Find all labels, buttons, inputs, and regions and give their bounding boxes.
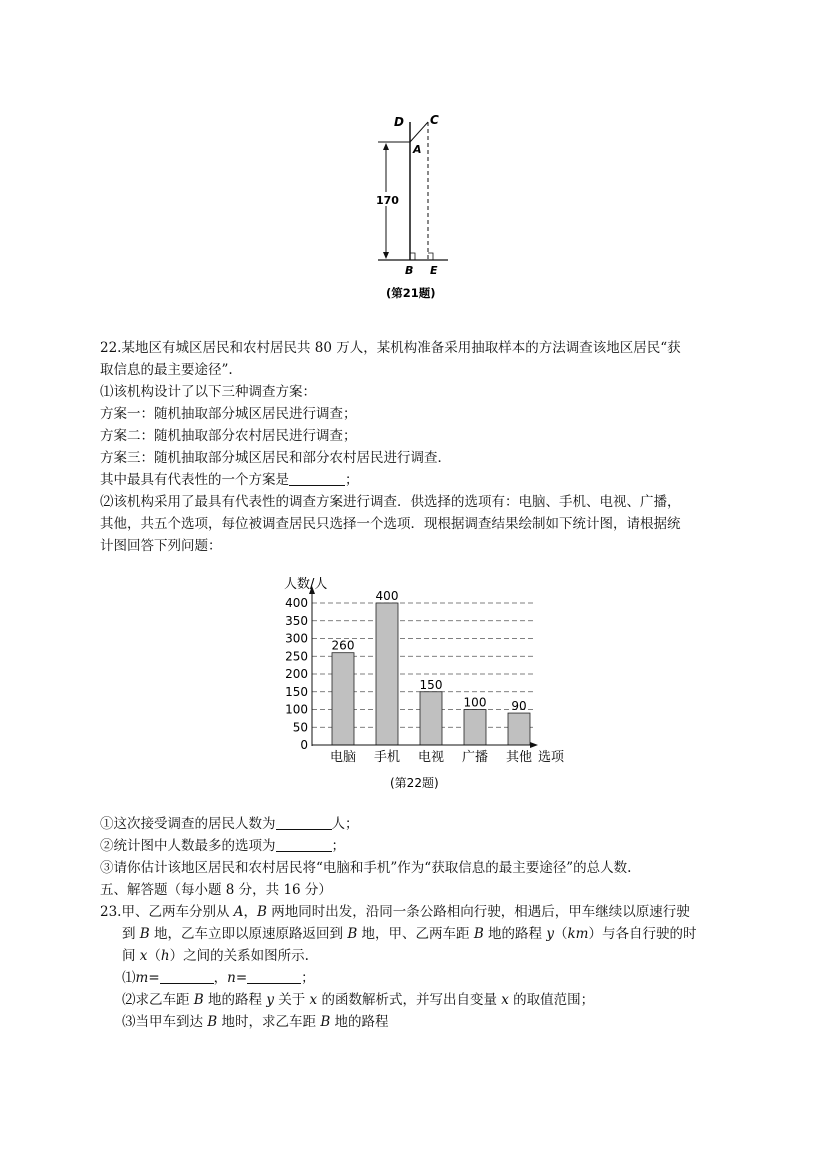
q22-part1-question-end: ； — [345, 472, 359, 488]
var-A: A — [233, 904, 244, 920]
q23-s2-b: 地的路程 — [203, 992, 267, 1008]
label-E: E — [430, 264, 438, 277]
fig21-caption: (第21题) — [386, 286, 436, 300]
q23-s2-d: 的函数解析式，并写出自变量 — [317, 992, 502, 1008]
x-axis-arrow — [530, 742, 538, 748]
bar — [464, 710, 486, 746]
q23-sub3 — [100, 1011, 740, 1033]
var-n: n — [227, 970, 236, 986]
x-axis-label: 选项 — [538, 750, 565, 765]
y-tick-label: 0 — [300, 738, 308, 752]
q23-l1-b: ， — [243, 904, 258, 920]
q23-s1-e: ； — [301, 970, 315, 986]
x-category-label: 电脑 — [329, 750, 357, 765]
var-B: B — [473, 926, 484, 942]
x-category-label: 手机 — [373, 750, 401, 765]
q23-l3-c: ）之间的关系如图所示. — [169, 948, 309, 964]
arrow-up-head — [383, 143, 389, 150]
q22-sub2 — [100, 835, 740, 857]
q23-s2-a: ⑵求乙车距 — [122, 992, 194, 1008]
figure-22-bar-chart — [282, 574, 582, 794]
unit-h: h — [160, 948, 170, 964]
right-angle-E — [428, 253, 433, 260]
unit-km: km — [567, 926, 589, 942]
q22-part2-line2: 其他，共五个选项，每位被调查居民只选择一个选项．现根据调查结果绘制如下统计图，请根据统 — [100, 516, 681, 532]
q23-l2-a: 到 — [122, 926, 140, 942]
q22-part1-question — [100, 469, 740, 491]
y-tick-label: 100 — [285, 702, 308, 717]
var-x: x — [309, 992, 318, 1008]
q23-line1 — [100, 901, 740, 923]
q22-part1-question-text: 其中最具有代表性的一个方案是 — [100, 472, 289, 488]
bar — [508, 713, 530, 745]
var-m: m — [135, 970, 149, 986]
bar-value-label: 400 — [375, 589, 399, 603]
answer-blank-option[interactable] — [276, 837, 332, 852]
q23-sub1 — [100, 967, 740, 989]
q22-part1-intro: ⑴该机构设计了以下三种调查方案： — [100, 384, 316, 400]
q22-sub1 — [100, 813, 740, 835]
q22-part2-line3: 计图回答下列问题： — [100, 538, 222, 554]
y-tick-label: 200 — [285, 667, 308, 681]
y-tick-label: 400 — [285, 596, 308, 610]
q23-l2-c: 地，甲、乙两车距 — [357, 926, 474, 942]
q22-sub2-text: ②统计图中人数最多的选项为 — [100, 838, 276, 854]
q23-s1-a: ⑴ — [122, 970, 136, 986]
height-label: 170 — [376, 194, 399, 207]
q23-l2-b: 地，乙车立即以原速原路返回到 — [149, 926, 348, 942]
y-tick-label: 250 — [285, 649, 308, 664]
q23-line2 — [100, 923, 740, 945]
q23-l3-a: 间 — [122, 948, 140, 964]
q22-plan2: 方案二：随机抽取部分农村居民进行调查； — [100, 428, 357, 444]
q22-sub3: ③请你估计该地区居民和农村居民将“电脑和手机”作为“获取信息的最主要途径”的总人数. — [100, 860, 632, 876]
var-B: B — [139, 926, 150, 942]
q22-part2-line1: ⑵该机构采用了最具有代表性的调查方案进行调查．供选择的选项有：电脑、手机、电视、广播， — [100, 494, 681, 510]
q23-line3 — [100, 945, 740, 967]
var-B: B — [207, 1014, 218, 1030]
q23-sub2 — [100, 989, 740, 1011]
q23-s2-e: 的取值范围； — [508, 992, 595, 1008]
label-C: C — [430, 113, 439, 127]
q23-l1-a: 23.甲、乙两车分别从 — [100, 904, 234, 920]
q23-l2-d: 地的路程 — [483, 926, 547, 942]
label-B: B — [405, 264, 414, 277]
answer-blank-m[interactable] — [160, 969, 214, 984]
q23-s3-a: ⑶当甲车到达 — [122, 1014, 208, 1030]
bar — [376, 603, 398, 745]
y-tick-label: 50 — [292, 720, 308, 735]
figure-21 — [360, 108, 470, 308]
label-A: A — [413, 143, 422, 156]
var-x: x — [139, 948, 148, 964]
q23-s3-c: 地的路程 — [330, 1014, 389, 1030]
bar-value-label: 100 — [463, 695, 487, 710]
x-category-label: 广播 — [461, 750, 489, 765]
q22-sub1-unit: 人； — [331, 816, 359, 832]
var-B: B — [257, 904, 267, 920]
bar — [332, 653, 354, 745]
bar-value-label: 90 — [511, 699, 527, 714]
bar-value-label: 260 — [331, 638, 355, 653]
y-tick-label: 150 — [285, 684, 308, 699]
y-tick-label: 300 — [285, 631, 308, 646]
var-x: x — [501, 992, 509, 1008]
answer-blank-count[interactable] — [276, 815, 332, 830]
x-category-label: 电视 — [417, 750, 445, 765]
question-22-subquestions — [100, 813, 740, 1033]
section-5-heading: 五、解答题（每小题 8 分，共 16 分） — [100, 882, 332, 898]
var-y: y — [546, 926, 554, 942]
bar — [420, 692, 442, 745]
x-category-label: 其他 — [505, 750, 533, 765]
answer-blank-n[interactable] — [247, 969, 301, 984]
q23-s1-c: ， — [213, 970, 228, 986]
q22-sub2-end: ； — [331, 838, 345, 854]
bar-value-label: 150 — [419, 677, 443, 692]
q22-stem-line2: 取信息的最主要途径”. — [100, 362, 233, 378]
question-22 — [100, 337, 740, 557]
q23-l1-c: 两地同时出发，沿同一条公路相向行驶，相遇后，甲车继续以原速行驶 — [266, 904, 690, 920]
answer-blank-plan[interactable] — [289, 471, 345, 486]
q23-l2-f: ）与各自行驶的时 — [588, 926, 697, 942]
var-B: B — [347, 926, 358, 942]
var-B: B — [320, 1014, 331, 1030]
q23-l3-b: （ — [147, 948, 161, 964]
q22-plan1: 方案一：随机抽取部分城区居民进行调查； — [100, 406, 357, 422]
q22-plan3: 方案三：随机抽取部分城区居民和部分农村居民进行调查． — [100, 450, 451, 466]
q23-l2-e: （ — [553, 926, 568, 942]
q22-sub1-text: ①这次接受调查的居民人数为 — [100, 816, 276, 832]
q23-s3-b: 地时，求乙车距 — [217, 1014, 321, 1030]
label-D: D — [394, 115, 404, 129]
slant-line — [410, 122, 428, 142]
y-axis-label: 人数/人 — [284, 577, 328, 592]
q23-s1-b: = — [148, 970, 160, 986]
chart-caption: (第22题) — [390, 776, 439, 790]
q23-s2-c: 关于 — [273, 992, 310, 1008]
var-B: B — [193, 992, 204, 1008]
q23-s1-d: = — [235, 970, 248, 986]
y-tick-label: 350 — [285, 613, 308, 628]
var-y: y — [266, 992, 274, 1008]
arrow-down-head — [383, 252, 389, 259]
q22-stem-line1: 22.某地区有城区居民和农村居民共 80 万人，某机构准备采用抽取样本的方法调查该地区居民“获 — [100, 340, 681, 356]
